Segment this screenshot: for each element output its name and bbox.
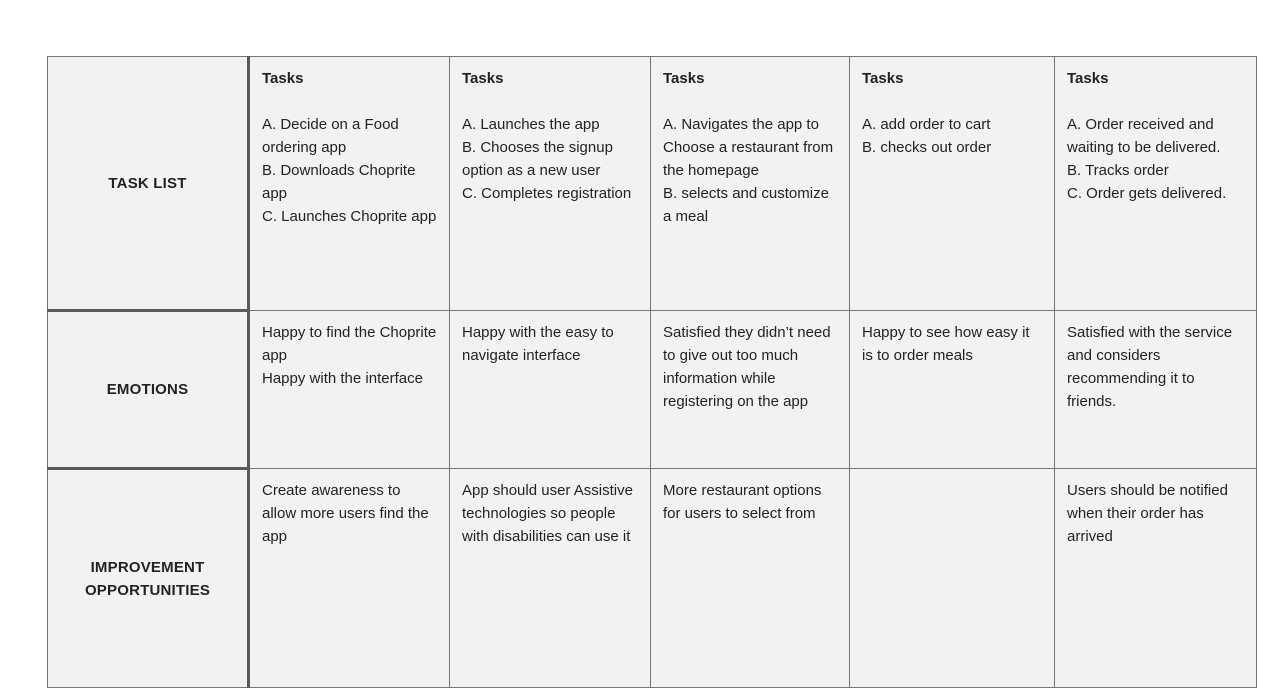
task-cell-stage-3: [651, 57, 850, 311]
task-item: C. Completes registration: [462, 185, 632, 202]
improvement-cell-stage-4: [850, 469, 1055, 688]
task-item: A. Order received and waiting to be delivered.: [1067, 116, 1221, 156]
improvement-text: Create awareness to allow more users find the app: [262, 482, 429, 545]
emotion-cell-stage-2: [450, 311, 651, 469]
tasks-heading: Tasks: [862, 70, 904, 87]
emotion-text: Happy to find the Choprite app: [262, 324, 437, 364]
task-cell-stage-2: [450, 57, 651, 311]
task-list-row: [48, 57, 1257, 311]
improvement-cell-stage-5: [1055, 469, 1257, 688]
emotion-text: Happy with the interface: [262, 370, 423, 387]
improvement-header: IMPROVEMENT OPPORTUNITIES: [48, 469, 249, 688]
task-item: B. selects and customize a meal: [663, 185, 829, 225]
tasks-heading: Tasks: [262, 70, 304, 87]
task-item: A. Decide on a Food ordering app: [262, 116, 399, 156]
task-item: B. Downloads Choprite app: [262, 162, 416, 202]
emotion-cell-stage-1: [249, 311, 450, 469]
emotions-header: EMOTIONS: [48, 311, 249, 469]
emotion-cell-stage-3: [651, 311, 850, 469]
tasks-heading: Tasks: [663, 70, 705, 87]
improvement-cell-stage-1: [249, 469, 450, 688]
emotion-cell-stage-5: [1055, 311, 1257, 469]
improvement-text: App should user Assistive technologies so people with disabilities can use it: [462, 482, 633, 545]
tasks-heading: Tasks: [1067, 70, 1109, 87]
emotion-text: Satisfied with the service and considers recommending it to friends.: [1067, 324, 1233, 410]
emotion-text: Happy to see how easy it is to order meals: [862, 324, 1030, 364]
task-item: A. add order to cart: [862, 116, 991, 133]
improvement-cell-stage-2: [450, 469, 651, 688]
task-item: C. Launches Choprite app: [262, 208, 437, 225]
tasks-heading: Tasks: [462, 70, 504, 87]
task-item: B. Chooses the signup option as a new user: [462, 139, 613, 179]
task-cell-stage-1: [249, 57, 450, 311]
improvement-text: Users should be notified when their order has arrived: [1067, 482, 1228, 545]
emotion-text: Satisfied they didn’t need to give out too much information while registering on the app: [663, 324, 831, 410]
task-cell-stage-5: [1055, 57, 1257, 311]
task-item: C. Order gets delivered.: [1067, 185, 1227, 202]
task-list-header: TASK LIST: [48, 57, 249, 311]
task-item: B. checks out order: [862, 139, 992, 156]
improvement-cell-stage-3: [651, 469, 850, 688]
improvement-row: [48, 469, 1257, 688]
emotions-row: [48, 311, 1257, 469]
user-journey-table: [47, 56, 1257, 688]
improvement-text: More restaurant options for users to select from: [663, 482, 822, 522]
task-item: A. Launches the app: [462, 116, 600, 133]
emotion-text: Happy with the easy to navigate interface: [462, 324, 614, 364]
emotion-cell-stage-4: [850, 311, 1055, 469]
task-item: A. Navigates the app to Choose a restaurant from the homepage: [663, 116, 834, 179]
task-item: B. Tracks order: [1067, 162, 1169, 179]
task-cell-stage-4: [850, 57, 1055, 311]
